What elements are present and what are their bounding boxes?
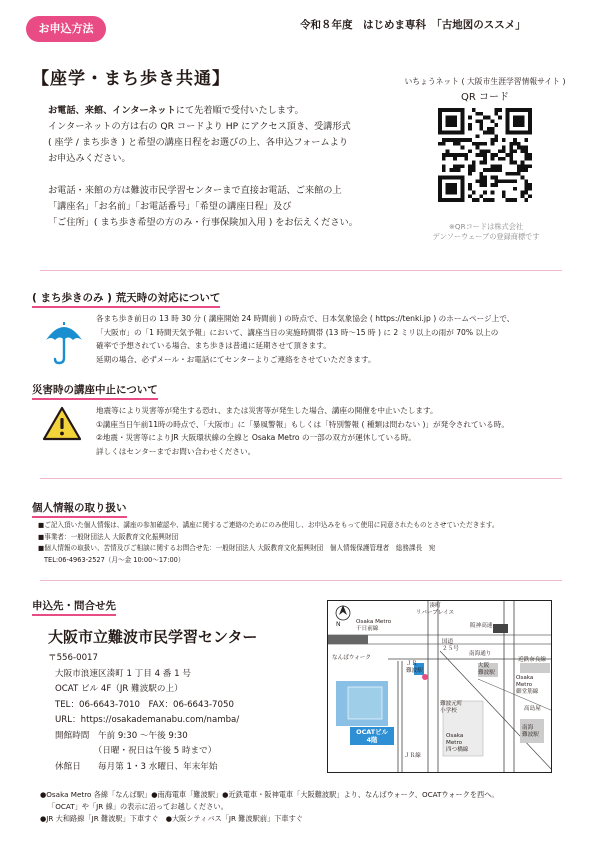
apply-line: ( 座学 / まち歩き ) と希望の講座日程をお選びの上、各申込フォームより [48, 137, 349, 148]
course-title: 令和８年度 はじめま専科 「古地図のススメ」 [300, 19, 526, 31]
privacy-line: ■個人情報の取扱い、苦情及びご相談に関するお問合せ先：一般財団法人 大阪教育文化振興財団 個人情報保護管理者 総務課長 宛 [38, 544, 436, 552]
map-label-north: N [336, 621, 341, 628]
map-label-takashimaya: 高島屋 [524, 706, 541, 712]
apply-line-1 [48, 103, 304, 119]
access-map [327, 600, 552, 773]
qr-trademark-note [405, 222, 567, 242]
map-label-jr-tracks: ＪＲ線 [404, 753, 421, 759]
contact-heading: 申込先・問合せ先 [32, 598, 116, 616]
map-label-midosuji: Osaka Metro 御堂筋線 [516, 675, 539, 695]
privacy-line: ■ご記入頂いた個人情報は、講座の参加確認や、講座に関するご連絡のためにのみ使用し、お申込みをもって使用に同意されたものとさせていただきます。 [38, 521, 499, 529]
disaster-line: ②地震・災害等によりJR 大阪環状線の全線と Osaka Metro の一部の双方が運休している時。 [96, 433, 416, 442]
warning-icon [42, 406, 82, 442]
closed-days: 休館日 毎月第 1・3 水曜日、年末年始 [55, 761, 218, 772]
qr-note-line: デンソーウェーブの登録商標です [432, 232, 540, 241]
map-label-nankai-dori: 南海通り [469, 651, 492, 657]
disaster-line: 地震等により災害等が発生する恐れ、または災害等が発生した場合、講座の開催を中止いたします。 [96, 406, 438, 415]
privacy-line: ■事業者：一般財団法人 大阪教育文化振興財団 [38, 532, 179, 541]
access-line: ●Osaka Metro 各線「なんば駅」●南海電車「難波駅」●近鉄電車・阪神電車「大阪難波駅」より、なんばウォーク、OCATウォークを西へ。 [40, 790, 499, 799]
apply-methods-bold: お電話、来館、インターネット [48, 105, 176, 116]
apply-line: インターネットの方は右の QR コードより HP にアクセス頂き、受講形式 [48, 121, 351, 132]
map-label-nankai-namba: 南海 難波駅 [522, 725, 539, 738]
umbrella-icon [44, 318, 84, 366]
website-url[interactable]: URL：https://osakademanabu.com/namba/ [55, 715, 240, 725]
map-label-school: 難波元町 小学校 [440, 701, 463, 714]
qr-note-line: ※QRコードは株式会社 [448, 222, 524, 231]
qr-label: QR コード [461, 92, 509, 103]
map-label-yotsubashi: Osaka Metro 四つ橋線 [446, 733, 469, 753]
opening-hours: 開館時間 午前 9:30 ～午後 9:30 [55, 730, 188, 741]
section-divider [40, 270, 562, 271]
apply-heading: 【座学・まち歩き共通】 [32, 69, 230, 89]
apply-method-badge: お申込方法 [26, 16, 106, 42]
address-line: 大阪市浪速区湊町 1 丁目 4 番 1 号 [55, 668, 191, 679]
map-label-jr-namba: ＪＲ 難波駅 [406, 661, 423, 674]
phone-fax: TEL：06-6643-7010 FAX：06-6643-7050 [55, 699, 234, 710]
access-line: 「OCAT」や「JR 線」の表示に沿ってお越しください。 [48, 802, 228, 811]
map-label-hanshin: 阪神高速 [470, 623, 493, 629]
map-label-sennichimae: Osaka Metro 千日前線 [356, 619, 392, 632]
privacy-tel: TEL:06-4963-2527（月～金 10:00～17:00） [44, 555, 185, 564]
map-label-nanba-walk: なんばウォーク [332, 655, 371, 661]
rain-line: 「大阪市」の「1 時間天気予報」において、講座当日の実施時間帯 (13 時～15 時 ) に 2 ミリ以上の雨が 70% 以上の [96, 327, 499, 337]
map-label-route25: 国道 ２５号 [442, 639, 459, 652]
privacy-heading: 個人情報の取り扱い [32, 500, 127, 518]
disaster-line: 詳しくはセンターまでお問い合わせください。 [96, 446, 256, 456]
rain-heading: ( まち歩きのみ ) 荒天時の対応について [32, 290, 220, 308]
address-line: OCAT ビル 4F（JR 難波駅の上） [55, 684, 183, 694]
map-label-minatomachi: 湊町 リバープレイス [416, 603, 455, 616]
access-line: ●JR 大和路線「JR 難波駅」下車すぐ ●大阪シティバス「JR 難波駅前」下車すぐ [40, 814, 303, 823]
qr-code[interactable] [438, 108, 532, 202]
section-divider [40, 478, 562, 479]
disaster-line: ①講座当日午前11時の時点で、「大阪市」に「暴風警報」もしくは「特別警報 ( 種類は問わない )」が発令されている時。 [96, 419, 509, 429]
section-divider [40, 580, 562, 581]
apply-line: 「ご住所」( まち歩き希望の方のみ・行事保険加入用 ) をお伝えください。 [48, 217, 358, 228]
center-name: 大阪市立難波市民学習センター [48, 628, 258, 646]
apply-line: お電話・来館の方は難波市民学習センターまで直接お電話、ご来館の上 [48, 185, 342, 196]
qr-code-graphic [438, 108, 532, 202]
apply-line: お申込みください。 [48, 153, 131, 164]
opening-hours-note: （日曜・祝日は午後 5 時まで） [55, 746, 217, 756]
map-label-ocat: OCATビル 4階 [350, 727, 394, 745]
apply-line-1-rest: にて先着順で受付いたします。 [175, 105, 304, 116]
disaster-heading: 災害時の講座中止について [32, 382, 158, 400]
rain-line: 延期の場合、必ずメール・お電話にてセンターよりご連絡をさせていただきます。 [96, 354, 376, 364]
map-label-kintetsu: 近鉄奈良線 [518, 657, 546, 663]
map-label-osaka-namba: 大阪 難波駅 [478, 663, 495, 676]
rain-line: 確率で予想されている場合、まち歩きは普通に延期させて頂きます。 [96, 341, 331, 350]
apply-line: 「講座名」「お名前」「お電話番号」「希望の講座日程」及び [48, 201, 292, 212]
qr-caption: いちょうネット ( 大阪市生涯学習情報サイト ) [404, 77, 566, 86]
postal-code: 〒556-0017 [48, 653, 98, 663]
rain-line: 各まち歩き前日の 13 時 30 分 ( 講座開始 24 時間前 ) の時点で、日本気象協会 ( https://tenki.jp ) のホームページ上で、 [96, 314, 515, 323]
